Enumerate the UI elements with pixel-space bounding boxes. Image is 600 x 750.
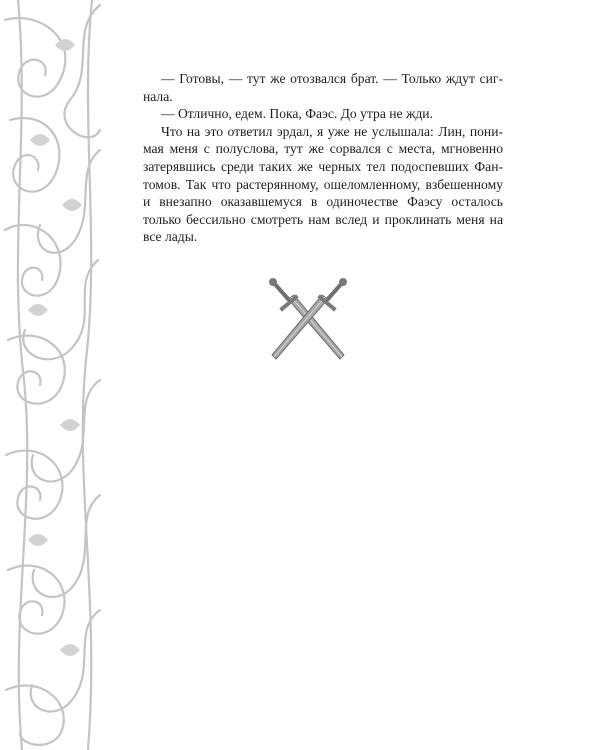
floral-border-ornament [0,0,108,750]
paragraph: Что на это ответил эрдал, я уже не услышала: Лин, понимая меня с полуслова, тут же сорвался с места, мгновенно затерявшись среди таких же черных тел подоспевших Фантомов. Так что растерянному, ошеломленному, взбешенному и внезапно оказавшемуся в одиночестве Фаэсу осталось только бессильно смотреть нам вслед и проклинать меня на все лады. [143,123,503,245]
main-text [143,70,503,246]
crossed-swords-icon [268,277,348,361]
paragraph: — Готовы, — тут же отозвался брат. — Только ждут сигнала. [143,71,503,104]
paragraph: — Отлично, едем. Пока, Фаэс. До утра не жди. [161,106,433,122]
